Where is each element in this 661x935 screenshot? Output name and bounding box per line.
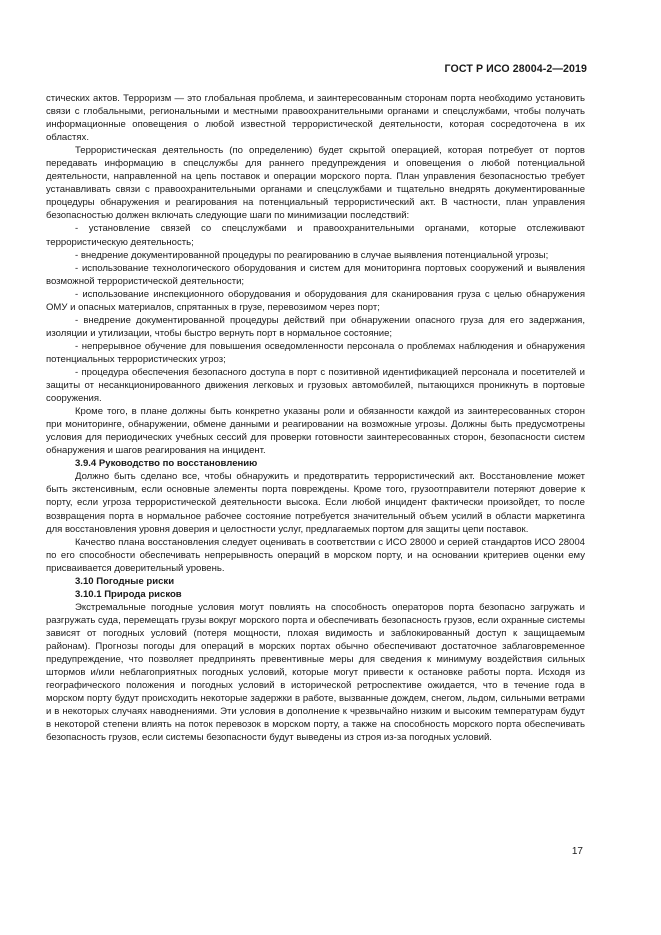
list-item: - внедрение документированной процедуры по реагированию в случае выявления потенциальной угрозы; bbox=[75, 249, 549, 261]
list-item: - процедура обеспечения безопасного доступа в порт с позитивной идентификацией персонала и посетителей и защиты от несанкционированного движения легковых и грузовых автомобилей, пытающихся проникнуть в портовые сооружения. bbox=[46, 366, 585, 405]
list-item: - использование инспекционного оборудования и оборудования для сканирования груза с целью обнаружения ОМУ и опасных материалов, спрятанных в грузе, перевозимом через порт; bbox=[46, 288, 585, 313]
body-text bbox=[46, 92, 585, 744]
paragraph: стических актов. Терроризм — это глобальная проблема, и заинтересованным сторонам порта необходимо установить связи с глобальными, региональными и местными правоохранительными органами и спецслужбами, чтобы получать информационные оповещения о любой известной террористической деятельности, которая сосредоточена в их областях. bbox=[46, 93, 585, 144]
list-item: - установление связей со спецслужбами и правоохранительными органами, которые отслеживают террористическую деятельность; bbox=[46, 223, 585, 248]
paragraph: Экстремальные погодные условия могут повлиять на способность операторов порта безопасно загружать и разгружать суда, перемещать грузы вокруг морского порта и обеспечивать безопасность грузов, если охранные системы зависят от погодных условий (потеря мощности, плохая видимость и заблокированный доступ к защищаемым районам). Прогнозы погоды для операций в морских портах обычно обеспечивают достаточное заблаговременное предупреждение, что позволяет предпринять превентивные меры для сведения к минимуму воздействия сильных штормов и/или неблагоприятных погодных условий, которые могут привести к остановке работы порта. Исходя из географического положения и погодных условий в исторической ретроспективе ожидается, что в течение года в морском порту будут происходить некоторые задержки в работе, вызванные дождем, снегом, льдом, сильными ветрами и в некоторых случаях наводнениями. Эти условия в дополнение к чрезвычайно низким и высоким температурам будут в некоторой степени влиять на поток перевозок в морском порту, а также на способность морского порта обеспечивать безопасность грузов, если системы безопасности будут выведены из строя из-за погодных условий. bbox=[46, 601, 585, 744]
paragraph: Террористическая деятельность (по определению) будет скрытой операцией, которая потребует от портов передавать информацию в спецслужбы для раннего предупреждения и оповещения о любой потенциальной деятельности, направленной на цепь поставок и операции морского порта. План управления безопасностью требует устанавливать связи с правоохранительными органами и спецслужбами и тщательно внедрять документированные процедуры обнаружения и реагирования на потенциальный террористический акт. В частности, план управления безопасностью должен включать следующие шаги по минимизации последствий: bbox=[46, 145, 585, 222]
paragraph: Должно быть сделано все, чтобы обнаружить и предотвратить террористический акт. Восстановление может быть экстенсивным, если основные элементы порта повреждены. Кроме того, грузоотправители потеряют доверие к порту, если угроза террористической деятельности высока. Если любой инцидент фактически произойдет, то после возвращения порта в нормальное рабочее состояние потребуется значительный объем усилий в области маркетинга для восстановления уровня доверия и целостности услуг, предлагаемых портом для защиты цепи поставок. bbox=[46, 471, 585, 535]
document-id: ГОСТ Р ИСО 28004-2—2019 bbox=[444, 63, 587, 75]
page-number: 17 bbox=[571, 846, 583, 857]
list-item: - внедрение документированной процедуры действий при обнаружении опасного груза для его задержания, изоляции и утилизации, чтобы быстро вернуть порт в нормальное состояние; bbox=[46, 314, 585, 339]
section-heading: 3.10.1 Природа рисков bbox=[75, 588, 182, 600]
paragraph: Качество плана восстановления следует оценивать в соответствии с ИСО 28000 и серией стандартов ИСО 28004 по его способности обеспечивать непрерывность операций в морском порту, и на основании критериев оценки ему присваивается доверительный уровень. bbox=[46, 536, 585, 574]
section-heading: 3.9.4 Руководство по восстановлению bbox=[75, 458, 258, 470]
list-item: - использование технологического оборудования и систем для мониторинга портовых сооружений и выявления возможной террористической деятельности; bbox=[46, 262, 585, 287]
list-item: - непрерывное обучение для повышения осведомленности персонала о проблемах наблюдения и обнаружения потенциальных террористических угроз; bbox=[46, 340, 585, 365]
paragraph: Кроме того, в плане должны быть конкретно указаны роли и обязанности каждой из заинтересованных сторон при мониторинге, обнаружении, обмене данными и реагировании на возможные угрозы. Должны быть предусмотрены условия для периодических учебных сессий для проверки готовности заинтересованных сторон, безопасности систем обнаружения и шагов реагирования на инцидент. bbox=[46, 406, 585, 457]
section-heading: 3.10 Погодные риски bbox=[75, 575, 175, 587]
